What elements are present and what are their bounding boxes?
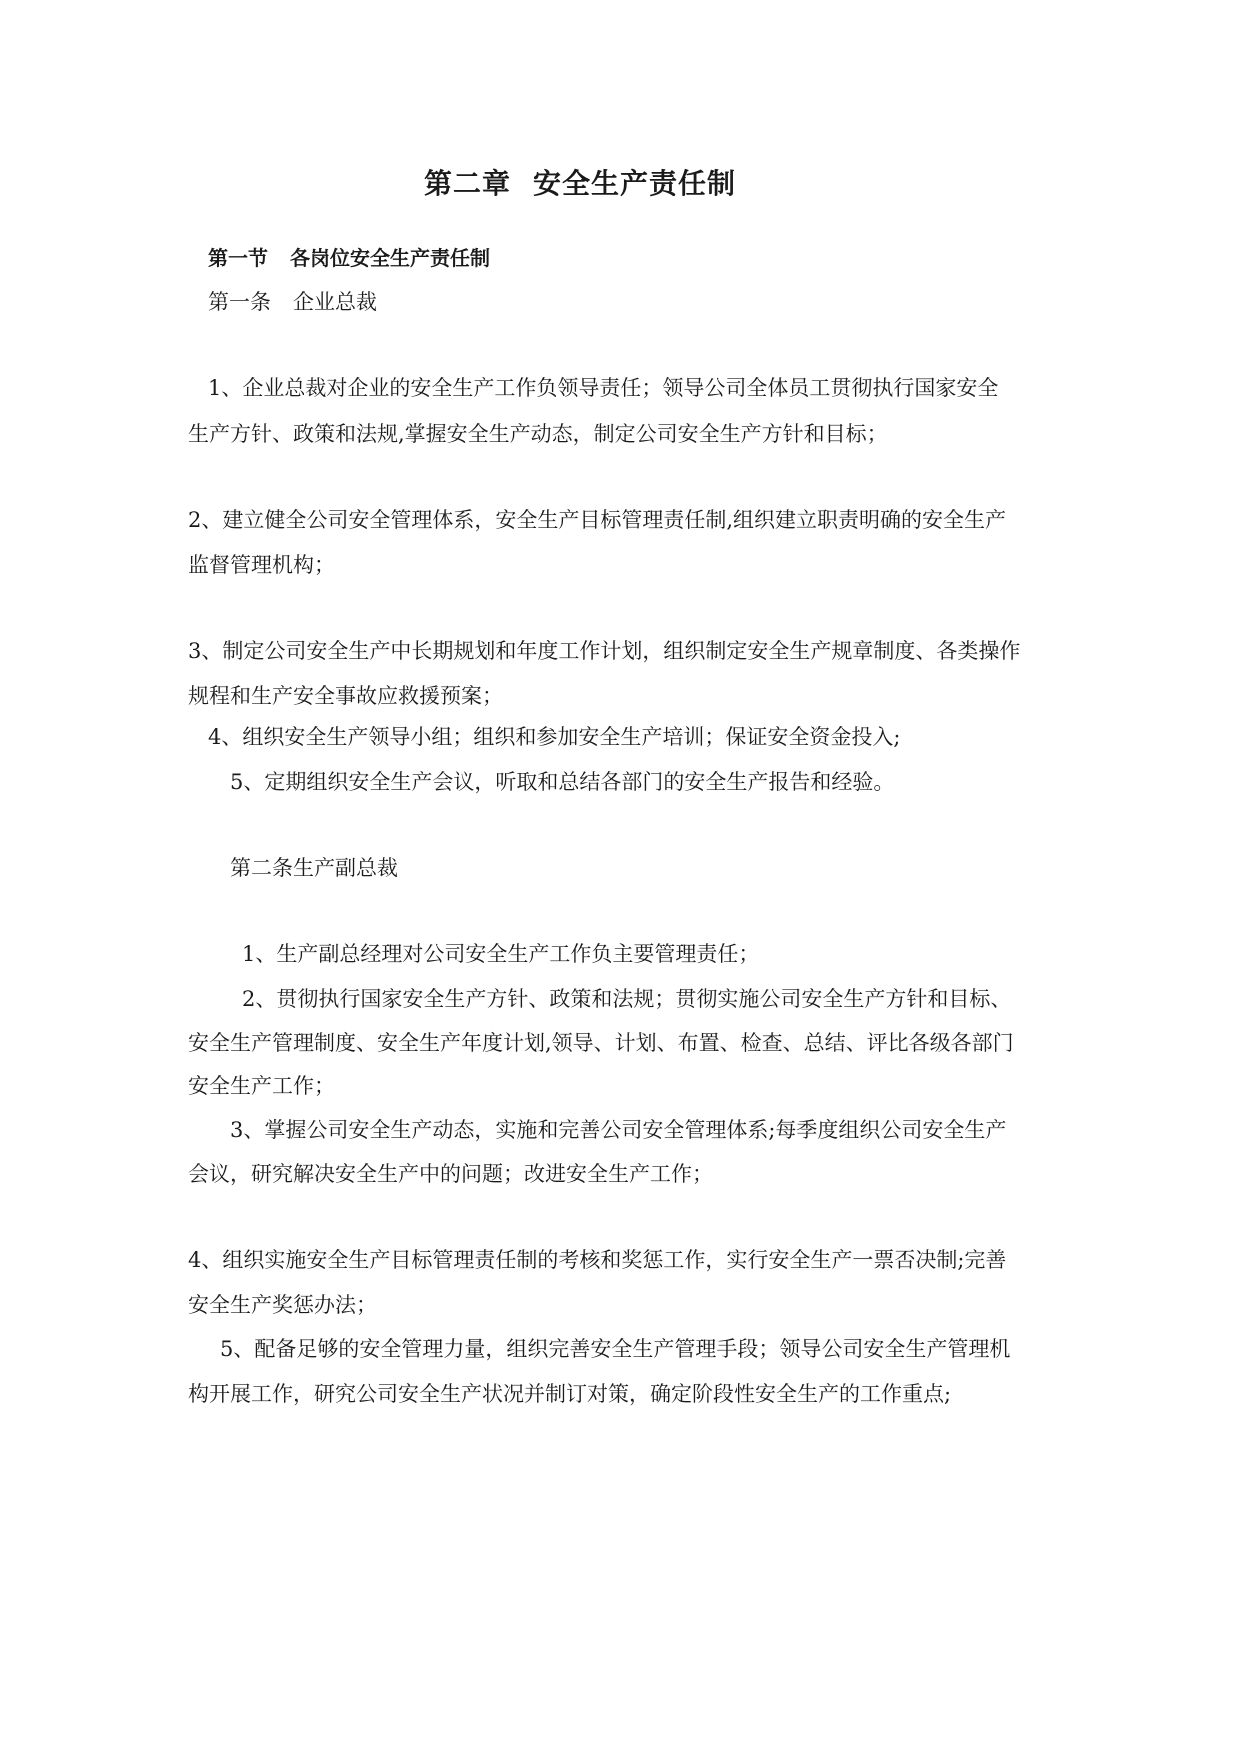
article-1-line-1: 1、企业总裁对企业的安全生产工作负领导责任；领导公司全体员工贯彻执行国家安全 — [208, 376, 999, 400]
chapter-name: 安全生产责任制 — [533, 167, 737, 200]
article-2-line-7: 4、组织实施安全生产目标管理责任制的考核和奖惩工作，实行安全生产一票否决制;完善 — [188, 1248, 1007, 1272]
article-1-line-7: 4、组织安全生产领导小组；组织和参加安全生产培训；保证安全资金投入; — [208, 725, 901, 749]
article-1-line-5: 3、制定公司安全生产中长期规划和年度工作计划，组织制定安全生产规章制度、各类操作 — [188, 639, 1021, 663]
article-2-heading: 第二条生产副总裁 — [230, 856, 398, 880]
section-name: 各岗位安全生产责任制 — [290, 246, 490, 270]
article-1-title: 企业总裁 — [293, 290, 377, 314]
section-number: 第一节 — [208, 246, 268, 270]
article-1-line-2: 生产方针、政策和法规,掌握安全生产动态，制定公司安全生产方针和目标； — [188, 422, 888, 446]
article-1-line-8: 5、定期组织安全生产会议，听取和总结各部门的安全生产报告和经验。 — [230, 770, 895, 794]
article-2-line-5: 3、掌握公司安全生产动态，实施和完善公司安全管理体系;每季度组织公司安全生产 — [230, 1118, 1007, 1142]
article-2-line-9: 5、配备足够的安全管理力量，组织完善安全生产管理手段；领导公司安全生产管理机 — [220, 1337, 1011, 1361]
chapter-number: 第二章 — [423, 167, 511, 200]
article-1-line-3: 2、建立健全公司安全管理体系，安全生产目标管理责任制,组织建立职责明确的安全生产 — [188, 508, 1007, 532]
article-2-line-2: 2、贯彻执行国家安全生产方针、政策和法规；贯彻实施公司安全生产方针和目标、 — [242, 987, 1012, 1011]
article-1-line-6: 规程和生产安全事故应救援预案； — [188, 684, 503, 708]
article-2-line-8: 安全生产奖惩办法； — [188, 1293, 377, 1317]
article-1-heading — [208, 288, 377, 316]
article-2-line-1: 1、生产副总经理对公司安全生产工作负主要管理责任； — [242, 942, 760, 966]
article-1-line-4: 监督管理机构； — [188, 553, 335, 577]
article-2-line-6: 会议，研究解决安全生产中的问题；改进安全生产工作； — [188, 1162, 713, 1186]
section-heading — [208, 244, 490, 272]
chapter-title — [0, 162, 1160, 202]
article-2-line-4: 安全生产工作； — [188, 1074, 335, 1098]
article-1-number: 第一条 — [208, 290, 271, 314]
article-2-line-3: 安全生产管理制度、安全生产年度计划,领导、计划、布置、检查、总结、评比各级各部门 — [188, 1031, 1014, 1055]
article-2-line-10: 构开展工作，研究公司安全生产状况并制订对策，确定阶段性安全生产的工作重点; — [188, 1382, 952, 1406]
